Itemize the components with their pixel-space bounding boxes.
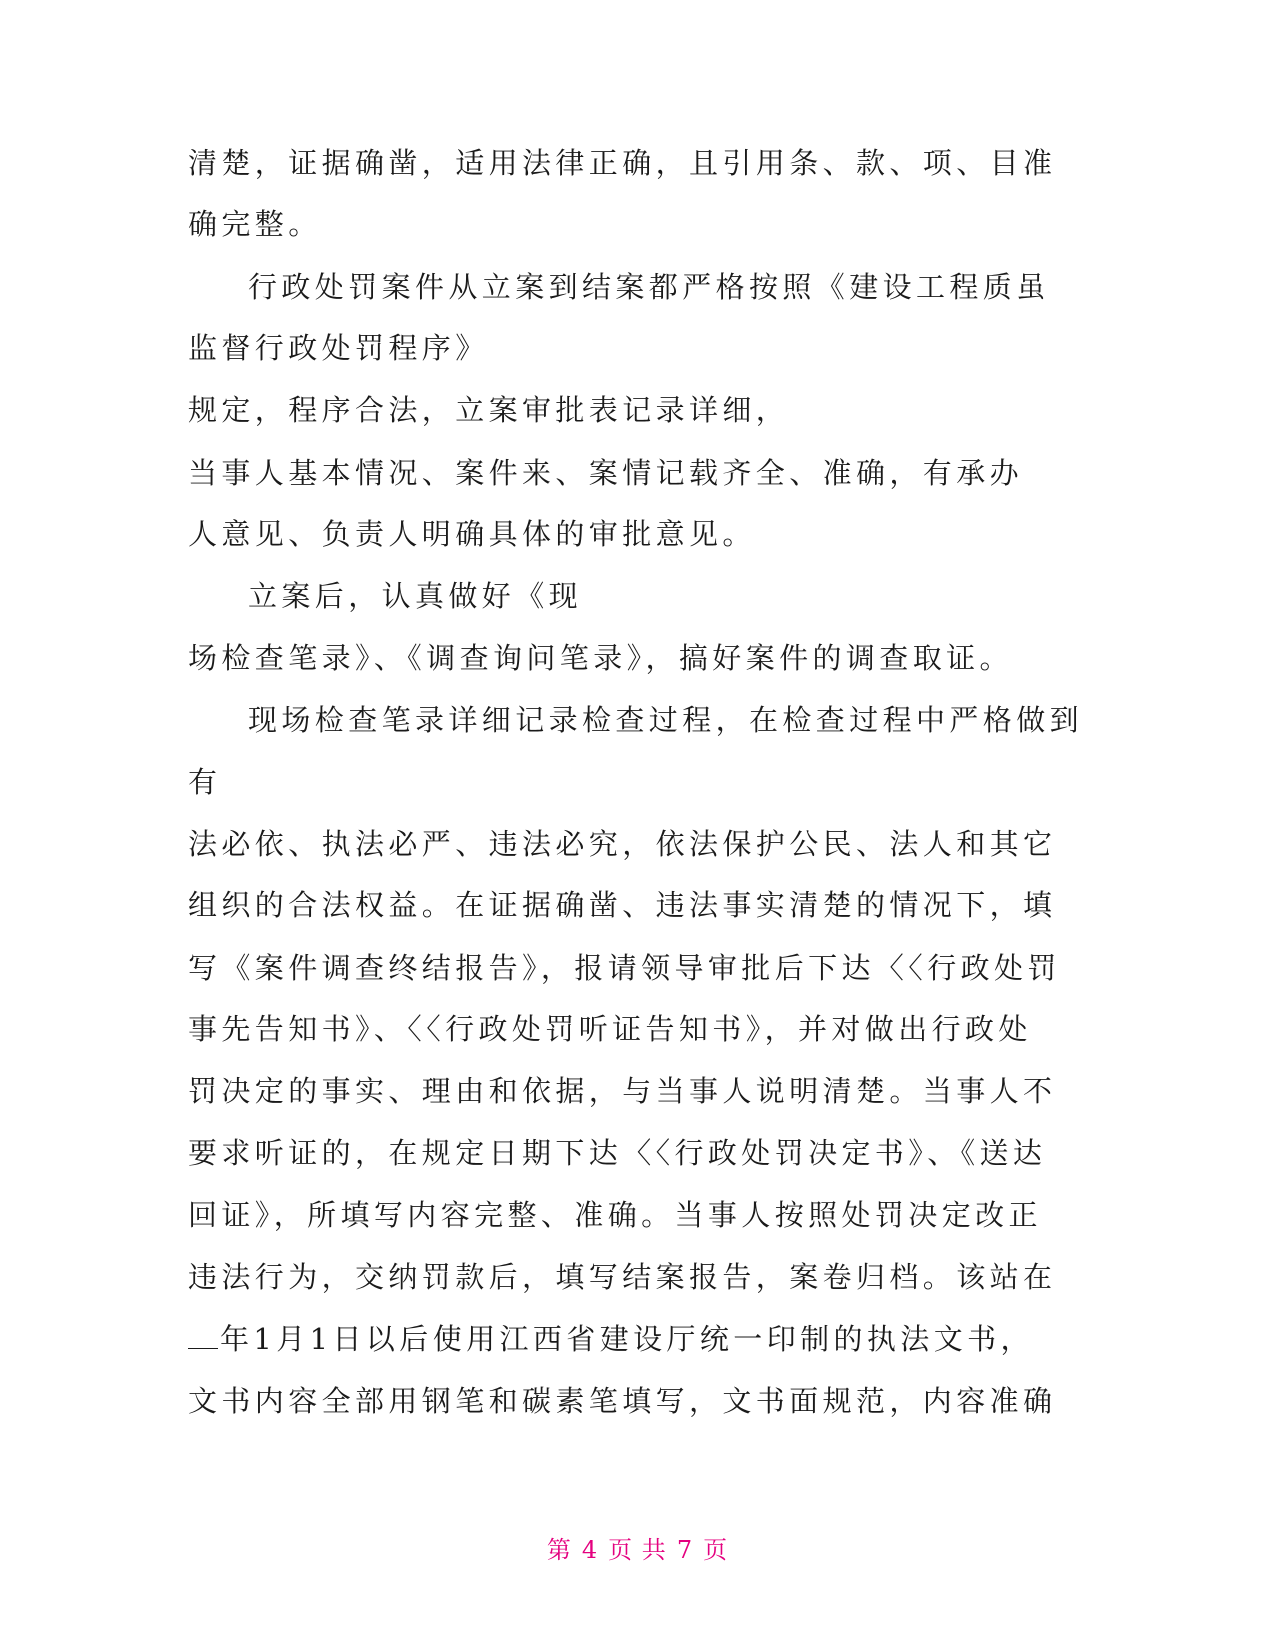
footer-middle: 页 共 [608, 1536, 667, 1564]
text-line: 场检查笔录》、《调查询问笔录》，搞好案件的调查取证。 [188, 641, 1013, 675]
current-page-number: 4 [581, 1536, 599, 1564]
total-page-number: 7 [676, 1536, 694, 1564]
paragraph-start: 行政处罚案件从立案到结案都严格按照《建设工程质虽 [248, 270, 1050, 304]
fill-in-blank [188, 1322, 218, 1349]
text-line: 违法行为，交纳罚款后，填写结案报告，案卷归档。该站在 [188, 1260, 1057, 1294]
text-line: 清楚，证据确凿，适用法律正确，且引用条、款、项、目准 [188, 146, 1057, 180]
text-line: 年1月1日以后使用江西省建设厅统一印制的执法文书， [220, 1322, 1034, 1356]
text-line: 要求听证的，在规定日期下达〈〈行政处罚决定书》、《送达 [188, 1136, 1047, 1170]
text-line: 监督行政处罚程序》 [188, 331, 489, 365]
page-footer [0, 1530, 1275, 1565]
text-line: 回证》，所填写内容完整、准确。当事人按照处罚决定改正 [188, 1198, 1042, 1232]
text-line: 有 [188, 765, 222, 799]
text-line: 规定，程序合法，立案审批表记录详细， [188, 393, 790, 427]
text-line: 人意见、负责人明确具体的审批意见。 [188, 517, 756, 551]
text-line: 法必依、执法必严、违法必究，依法保护公民、法人和其它 [188, 827, 1057, 861]
text-line: 写《案件调查终结报告》，报请领导审批后下达〈〈行政处罚 [188, 951, 1061, 985]
text-line: 当事人基本情况、案件来、案情记载齐全、准确，有承办 [188, 456, 1024, 490]
text-line-with-blank [188, 1321, 1034, 1357]
text-line: 罚决定的事实、理由和依据，与当事人说明清楚。当事人不 [188, 1074, 1057, 1108]
footer-suffix: 页 [703, 1536, 729, 1564]
text-line: 确完整。 [188, 207, 322, 241]
paragraph-start: 立案后，认真做好《现 [248, 579, 583, 613]
footer-prefix: 第 [546, 1536, 572, 1564]
text-line: 文书内容全部用钢笔和碳素笔填写，文书面规范，内容准确 [188, 1384, 1057, 1418]
text-line: 组织的合法权益。在证据确凿、违法事实清楚的情况下，填 [188, 888, 1057, 922]
paragraph-start: 现场检查笔录详细记录检查过程，在检查过程中严格做到 [248, 703, 1084, 737]
text-line: 事先告知书》、〈〈行政处罚听证告知书》，并对做出行政处 [188, 1012, 1032, 1046]
